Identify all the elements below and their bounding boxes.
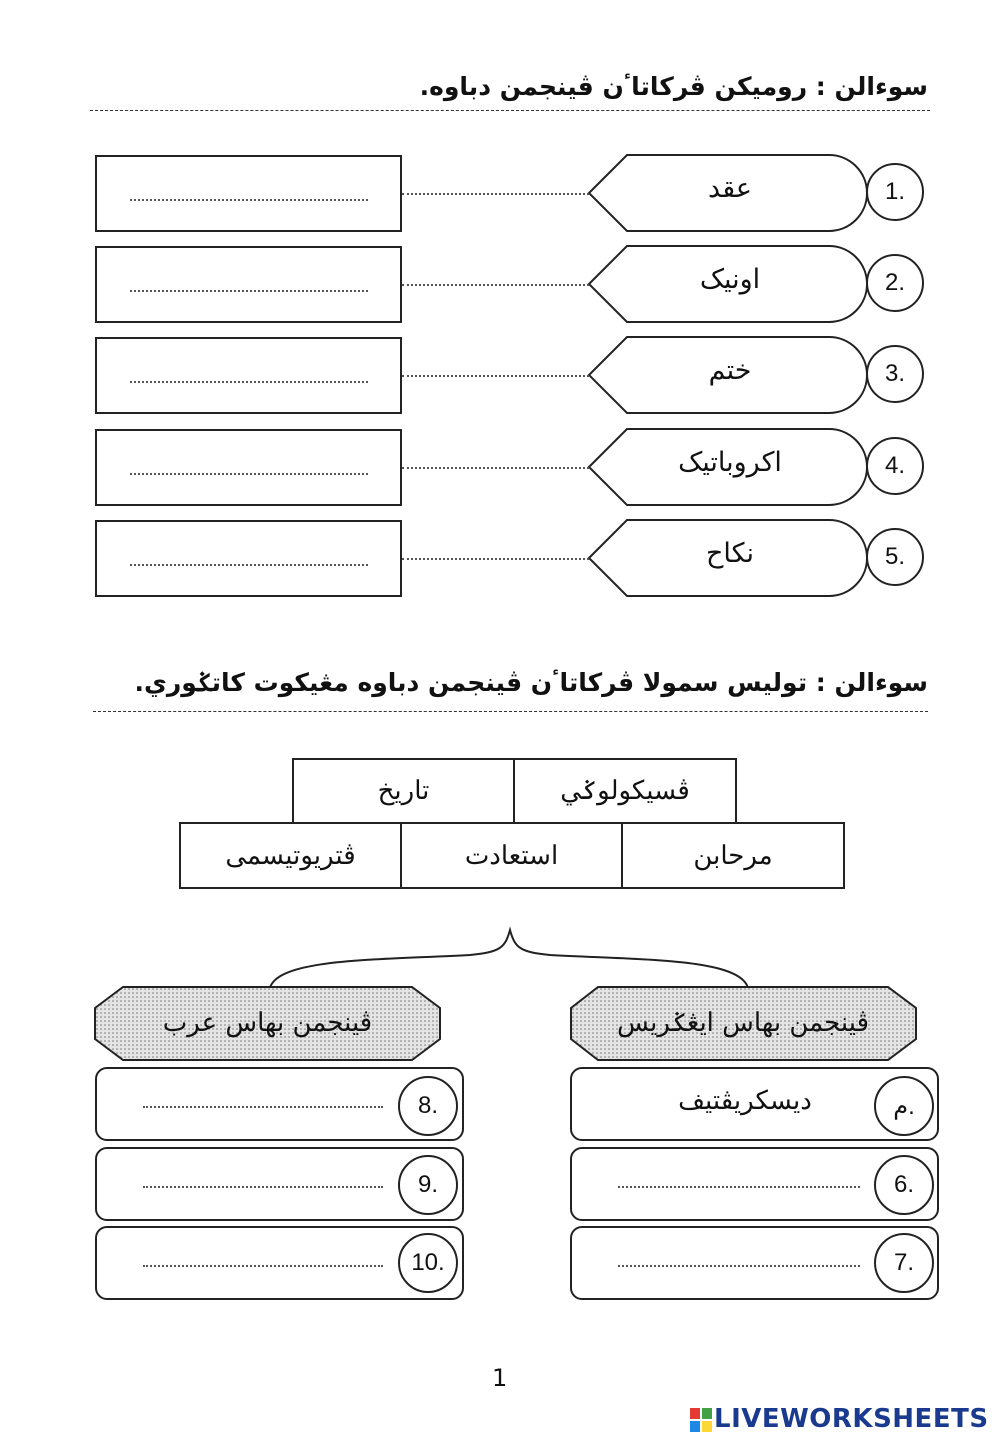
connector-1 — [402, 193, 589, 195]
word-bank-cell[interactable]: مرحابن — [621, 822, 845, 889]
answer-box-5[interactable] — [95, 520, 402, 597]
section2-divider — [93, 711, 928, 712]
word-4: اکروباتيک — [678, 447, 782, 478]
word-bank-cell[interactable]: ڤسيکولوݢي — [513, 758, 737, 824]
number-circle-4: 4. — [866, 437, 924, 495]
number-circle-6: 6. — [874, 1155, 934, 1215]
brand-wordmark[interactable]: LIVEWORKSHEETS — [714, 1404, 989, 1434]
english-example-word: ديسکريڤتيف — [678, 1086, 812, 1116]
english-dots-7 — [618, 1265, 860, 1267]
arabic-dots-9 — [143, 1186, 383, 1188]
word-1: عقد — [708, 173, 752, 204]
number-circle-8: 8. — [398, 1076, 458, 1136]
connector-4 — [402, 467, 589, 469]
english-dots-6 — [618, 1186, 860, 1188]
connector-5 — [402, 558, 589, 560]
arabic-dots-10 — [143, 1265, 383, 1267]
number-circle-9: 9. — [398, 1155, 458, 1215]
number-circle-7: 7. — [874, 1233, 934, 1293]
answer-dots-5 — [130, 564, 368, 566]
word-bank-cell[interactable]: استعادت — [400, 822, 623, 889]
connector-2 — [402, 284, 589, 286]
arabic-dots-8 — [143, 1106, 383, 1108]
category-shapes — [0, 900, 1000, 1070]
answer-box-2[interactable] — [95, 246, 402, 323]
answer-box-3[interactable] — [95, 337, 402, 414]
answer-dots-4 — [130, 473, 368, 475]
answer-box-4[interactable] — [95, 429, 402, 506]
answer-dots-1 — [130, 199, 368, 201]
section2-title: سوءالن : توليس سمولا ڤرکاتاٴن ڤينجمن دباوه مڠيکوت کاتݢوري. — [134, 668, 928, 697]
word-bank-cell[interactable]: تاريخ — [292, 758, 515, 824]
word-bank-cell[interactable]: ڤتريوتيسمى — [179, 822, 402, 889]
heading-arabic: ڤينجمن بهاس عرب — [162, 1008, 373, 1038]
liveworksheets-logo-icon — [690, 1408, 712, 1432]
number-circle-5: 5. — [866, 528, 924, 586]
number-circle-2: 2. — [866, 254, 924, 312]
heading-english: ڤينجمن بهاس ايڠݢريس — [616, 1008, 870, 1038]
brace — [270, 930, 748, 988]
word-3: ختم — [708, 355, 752, 386]
number-circle-3: 3. — [866, 345, 924, 403]
page-number: 1 — [492, 1364, 508, 1392]
word-2: اونيک — [699, 264, 761, 295]
number-circle-example: م. — [874, 1076, 934, 1136]
answer-box-1[interactable] — [95, 155, 402, 232]
number-circle-1: 1. — [866, 163, 924, 221]
number-circle-10: 10. — [398, 1233, 458, 1293]
answer-dots-2 — [130, 290, 368, 292]
section1-title: سوءالن : روميکن ڤرکاتاٴن ڤينجمن دباوه. — [419, 72, 928, 101]
answer-dots-3 — [130, 381, 368, 383]
connector-3 — [402, 375, 589, 377]
word-5: نکاح — [705, 538, 755, 569]
